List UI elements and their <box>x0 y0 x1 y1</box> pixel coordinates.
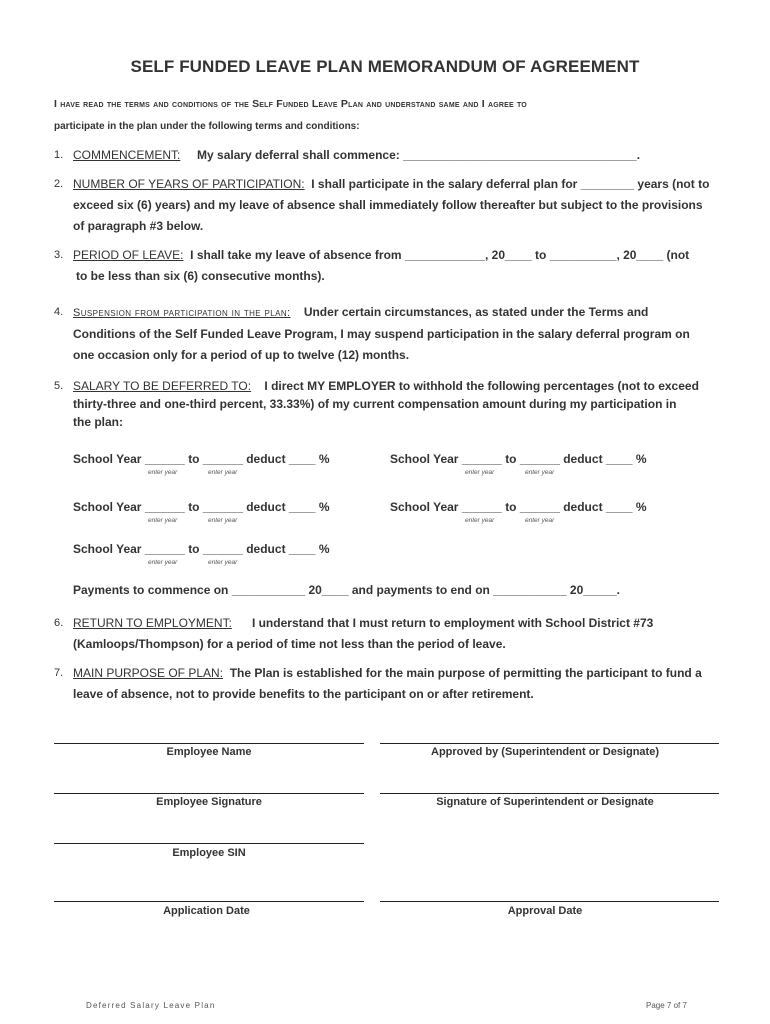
approval-date-label: Approval Date <box>507 905 583 917</box>
clause-heading: COMMENCEMENT: <box>73 148 181 162</box>
enter-year-hint: enter year <box>148 559 178 566</box>
clause-number: 1. <box>54 149 64 161</box>
clause-heading: NUMBER OF YEARS OF PARTICIPATION: <box>73 177 305 191</box>
payments-line: Payments to commence on ___________ 20____ and payments to end on ___________ 20_____. <box>73 583 620 597</box>
clause-text-line-3: one occasion only for a period of up to twelve (12) months. <box>73 348 410 362</box>
clause-heading: Suspension from participation in the plan: <box>73 307 291 319</box>
enter-year-hint: enter year <box>525 517 555 524</box>
employee-signature-label: Employee Signature <box>156 796 262 808</box>
clause-heading: RETURN TO EMPLOYMENT: <box>73 616 232 630</box>
approved-by-line[interactable] <box>380 743 719 744</box>
school-year-row-3-left: School Year ______ to ______ deduct ____ % <box>73 542 330 556</box>
clause-text-line-3: the plan: <box>73 415 123 429</box>
clause-text-line-2: (Kamloops/Thompson) for a period of time not less than the period of leave. <box>73 637 506 651</box>
clause-number: 4. <box>54 306 64 318</box>
clause-text-line-2: to be less than six (6) consecutive months). <box>76 269 325 283</box>
enter-year-hint: enter year <box>208 559 238 566</box>
clause-number: 2. <box>54 178 64 190</box>
school-year-row-1-left: School Year ______ to ______ deduct ____ % <box>73 452 330 466</box>
clause-text: I direct MY EMPLOYER to withhold the following percentages (not to exceed <box>264 379 699 393</box>
enter-year-hint: enter year <box>525 469 555 476</box>
clause-number: 7. <box>54 667 64 679</box>
clause-number: 3. <box>54 249 64 261</box>
clause-heading: PERIOD OF LEAVE: <box>73 248 184 262</box>
enter-year-hint: enter year <box>465 469 495 476</box>
approved-by-label: Approved by (Superintendent or Designate) <box>431 746 659 758</box>
clause-text-line-2: Conditions of the Self Funded Leave Program, I may suspend participation in the salary deferral program on <box>73 327 690 341</box>
superintendent-signature-line[interactable] <box>380 793 719 794</box>
application-date-label: Application Date <box>163 905 250 917</box>
clause-text: I shall participate in the salary deferral plan for ________ years (not to <box>311 177 710 191</box>
school-year-row-1-right: School Year ______ to ______ deduct ____ % <box>390 452 647 466</box>
clause-text-line-2: thirty-three and one-third percent, 33.33%) of my current compensation amount during my participation in <box>73 397 677 411</box>
enter-year-hint: enter year <box>465 517 495 524</box>
footer-document-name: Deferred Salary Leave Plan <box>86 1001 216 1010</box>
school-year-row-2-left: School Year ______ to ______ deduct ____ % <box>73 500 330 514</box>
clause-text: I shall take my leave of absence from ____________, 20____ to __________, 20____ (not <box>190 248 690 262</box>
document-title: SELF FUNDED LEAVE PLAN MEMORANDUM OF AGREEMENT <box>130 57 640 76</box>
clause-text: The Plan is established for the main purpose of permitting the participant to fund a <box>229 666 702 680</box>
clause-number: 5. <box>54 380 64 392</box>
intro-line-2: participate in the plan under the following terms and conditions: <box>54 121 360 132</box>
clause-text: My salary deferral shall commence: ___________________________________. <box>197 148 641 162</box>
school-year-row-2-right: School Year ______ to ______ deduct ____ % <box>390 500 647 514</box>
clause-text: Under certain circumstances, as stated under the Terms and <box>303 305 649 319</box>
clause-text-line-3: of paragraph #3 below. <box>73 219 204 233</box>
employee-name-line[interactable] <box>54 743 364 744</box>
approval-date-line[interactable] <box>380 901 719 902</box>
enter-year-hint: enter year <box>208 469 238 476</box>
clause-text-line-2: exceed six (6) years) and my leave of absence shall immediately follow thereafter but subject to the provisions <box>73 198 703 212</box>
clause-heading: SALARY TO BE DEFERRED TO: <box>73 379 252 393</box>
enter-year-hint: enter year <box>148 517 178 524</box>
clause-number: 6. <box>54 617 64 629</box>
employee-name-label: Employee Name <box>166 746 252 758</box>
enter-year-hint: enter year <box>148 469 178 476</box>
footer-page-number: Page 7 of 7 <box>646 1001 687 1010</box>
clause-text: I understand that I must return to employment with School District #73 <box>251 616 654 630</box>
employee-sin-line[interactable] <box>54 843 364 844</box>
intro-line-1: I have read the terms and conditions of the Self Funded Leave Plan and understand same and I agree to <box>54 98 527 110</box>
clause-heading: MAIN PURPOSE OF PLAN: <box>73 666 224 680</box>
clause-text-line-2: leave of absence, not to provide benefits to the participant on or after retirement. <box>73 687 534 701</box>
employee-signature-line[interactable] <box>54 793 364 794</box>
superintendent-signature-label: Signature of Superintendent or Designate <box>436 796 654 808</box>
employee-sin-label: Employee SIN <box>172 847 246 859</box>
enter-year-hint: enter year <box>208 517 238 524</box>
application-date-line[interactable] <box>54 901 364 902</box>
intro-paragraph <box>54 93 714 139</box>
